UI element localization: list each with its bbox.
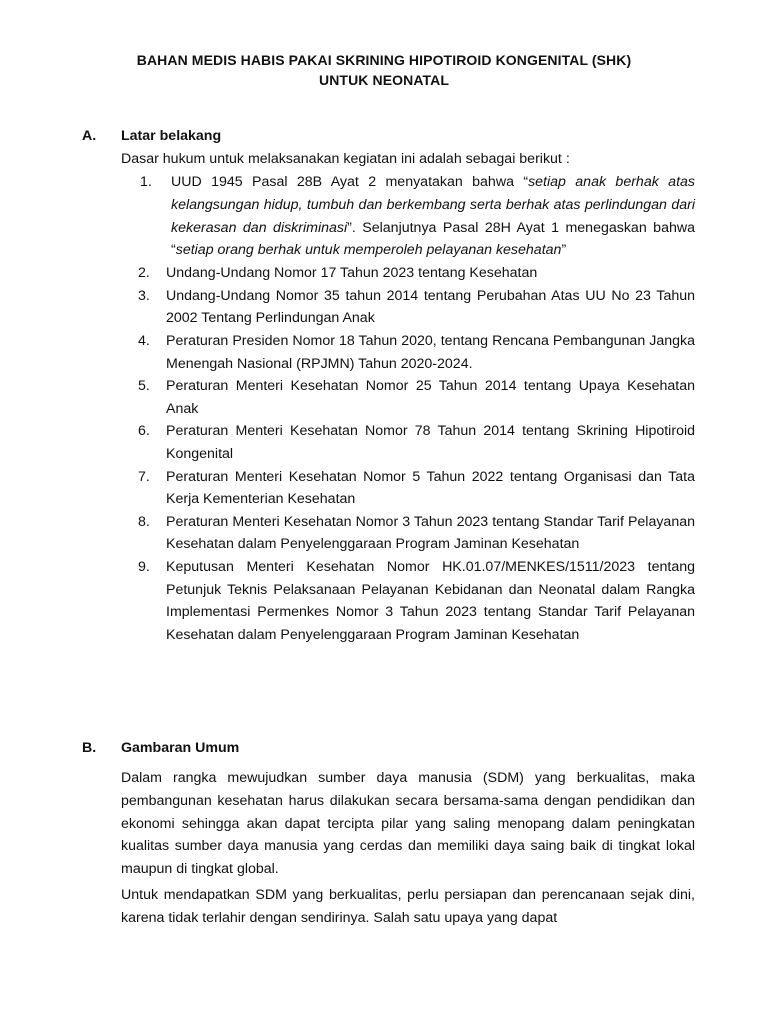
- item-text-part: ”: [561, 242, 567, 259]
- section-a-title: Latar belakang: [121, 128, 222, 144]
- section-a-intro: Dasar hukum untuk melaksanakan kegiatan ini adalah sebagai berikut :: [121, 151, 570, 167]
- list-number: 3.: [138, 287, 150, 304]
- legal-basis-item-4: [138, 330, 695, 375]
- legal-basis-item-2: [138, 262, 695, 285]
- legal-basis-list: [138, 171, 695, 646]
- section-b-paragraph-1: Dalam rangka mewujudkan sumber daya manusia (SDM) yang berkualitas, maka pembangunan kesehatan harus dilakukan secara bersama-sama dengan pendidikan dan ekonomi sehingga akan dapat tercipta pilar yang saling menopang dalam peningkatan kualitas sumber daya manusia yang cerdas dan memiliki daya saing baik di tingkat lokal maupun di tingkat global.: [121, 770, 695, 878]
- item-text: Peraturan Presiden Nomor 18 Tahun 2020, tentang Rencana Pembangunan Jangka Menengah Nasional (RPJMN) Tahun 2020-2024.: [166, 332, 695, 372]
- legal-basis-item-8: [138, 511, 695, 556]
- item-text: Peraturan Menteri Kesehatan Nomor 25 Tahun 2014 tentang Upaya Kesehatan Anak: [166, 378, 695, 417]
- legal-basis-item-6: [138, 420, 695, 465]
- legal-basis-item-1: [138, 171, 695, 262]
- legal-basis-item-7: [138, 466, 695, 511]
- list-number: 2.: [138, 265, 150, 282]
- list-number: 7.: [138, 468, 150, 485]
- item-text: Peraturan Menteri Kesehatan Nomor 5 Tahun 2022 tentang Organisasi dan Tata Kerja Kementerian Kesehatan: [166, 468, 695, 508]
- item-text-part: ”. Selanjutnya Pasal 28H Ayat 1 menegaskan bahwa “: [171, 219, 695, 259]
- list-number: 5.: [138, 378, 150, 395]
- legal-basis-item-5: [138, 375, 695, 420]
- list-number: 8.: [138, 513, 150, 530]
- section-b-letter: B.: [82, 740, 97, 756]
- list-number: 9.: [138, 558, 150, 575]
- list-number: 6.: [138, 423, 150, 440]
- document-title-line-2: UNTUK NEONATAL: [319, 72, 449, 88]
- item-text-part: UUD 1945 Pasal 28B Ayat 2 menyatakan bahwa “: [171, 174, 529, 190]
- section-a-letter: A.: [82, 128, 97, 144]
- item-text: Undang-Undang Nomor 35 tahun 2014 tentang Perubahan Atas UU No 23 Tahun 2002 Tentang Perlindungan Anak: [166, 287, 695, 327]
- item-quote: setiap orang berhak untuk memperoleh pelayanan kesehatan: [175, 242, 562, 259]
- list-number: 1.: [140, 174, 152, 190]
- legal-basis-item-3: [138, 285, 695, 330]
- item-text: Peraturan Menteri Kesehatan Nomor 3 Tahun 2023 tentang Standar Tarif Pelayanan Kesehatan dalam Penyelenggaraan Program Jaminan Kesehatan: [166, 513, 695, 553]
- item-quote: setiap anak berhak atas kelangsungan hidup, tumbuh dan berkembang serta berhak atas perlindungan dari kekerasan dan diskriminasi: [171, 174, 695, 236]
- document-title-line-1: BAHAN MEDIS HABIS PAKAI SKRINING HIPOTIROID KONGENITAL (SHK): [136, 52, 632, 68]
- legal-basis-item-9: [138, 556, 695, 646]
- item-text: Keputusan Menteri Kesehatan Nomor HK.01.07/MENKES/1511/2023 tentang Petunjuk Teknis Pelaksanaan Pelayanan Kebidanan dan Neonatal dalam Rangka Implementasi Permenkes Nomor 3 Tahun 2023 tentang Standar Tarif Pelayanan Kesehatan dalam Penyelenggaraan Program Jaminan Kesehatan: [166, 558, 695, 643]
- section-b-paragraph-2: Untuk mendapatkan SDM yang berkualitas, perlu persiapan dan perencanaan sejak dini, karena tidak terlahir dengan sendirinya. Salah satu upaya yang dapat: [121, 887, 695, 926]
- list-number: 4.: [138, 332, 150, 349]
- section-b-title: Gambaran Umum: [121, 740, 240, 756]
- item-text: Undang-Undang Nomor 17 Tahun 2023 tentang Kesehatan: [166, 265, 538, 282]
- item-text: Peraturan Menteri Kesehatan Nomor 78 Tahun 2014 tentang Skrining Hipotiroid Kongenital: [166, 423, 695, 462]
